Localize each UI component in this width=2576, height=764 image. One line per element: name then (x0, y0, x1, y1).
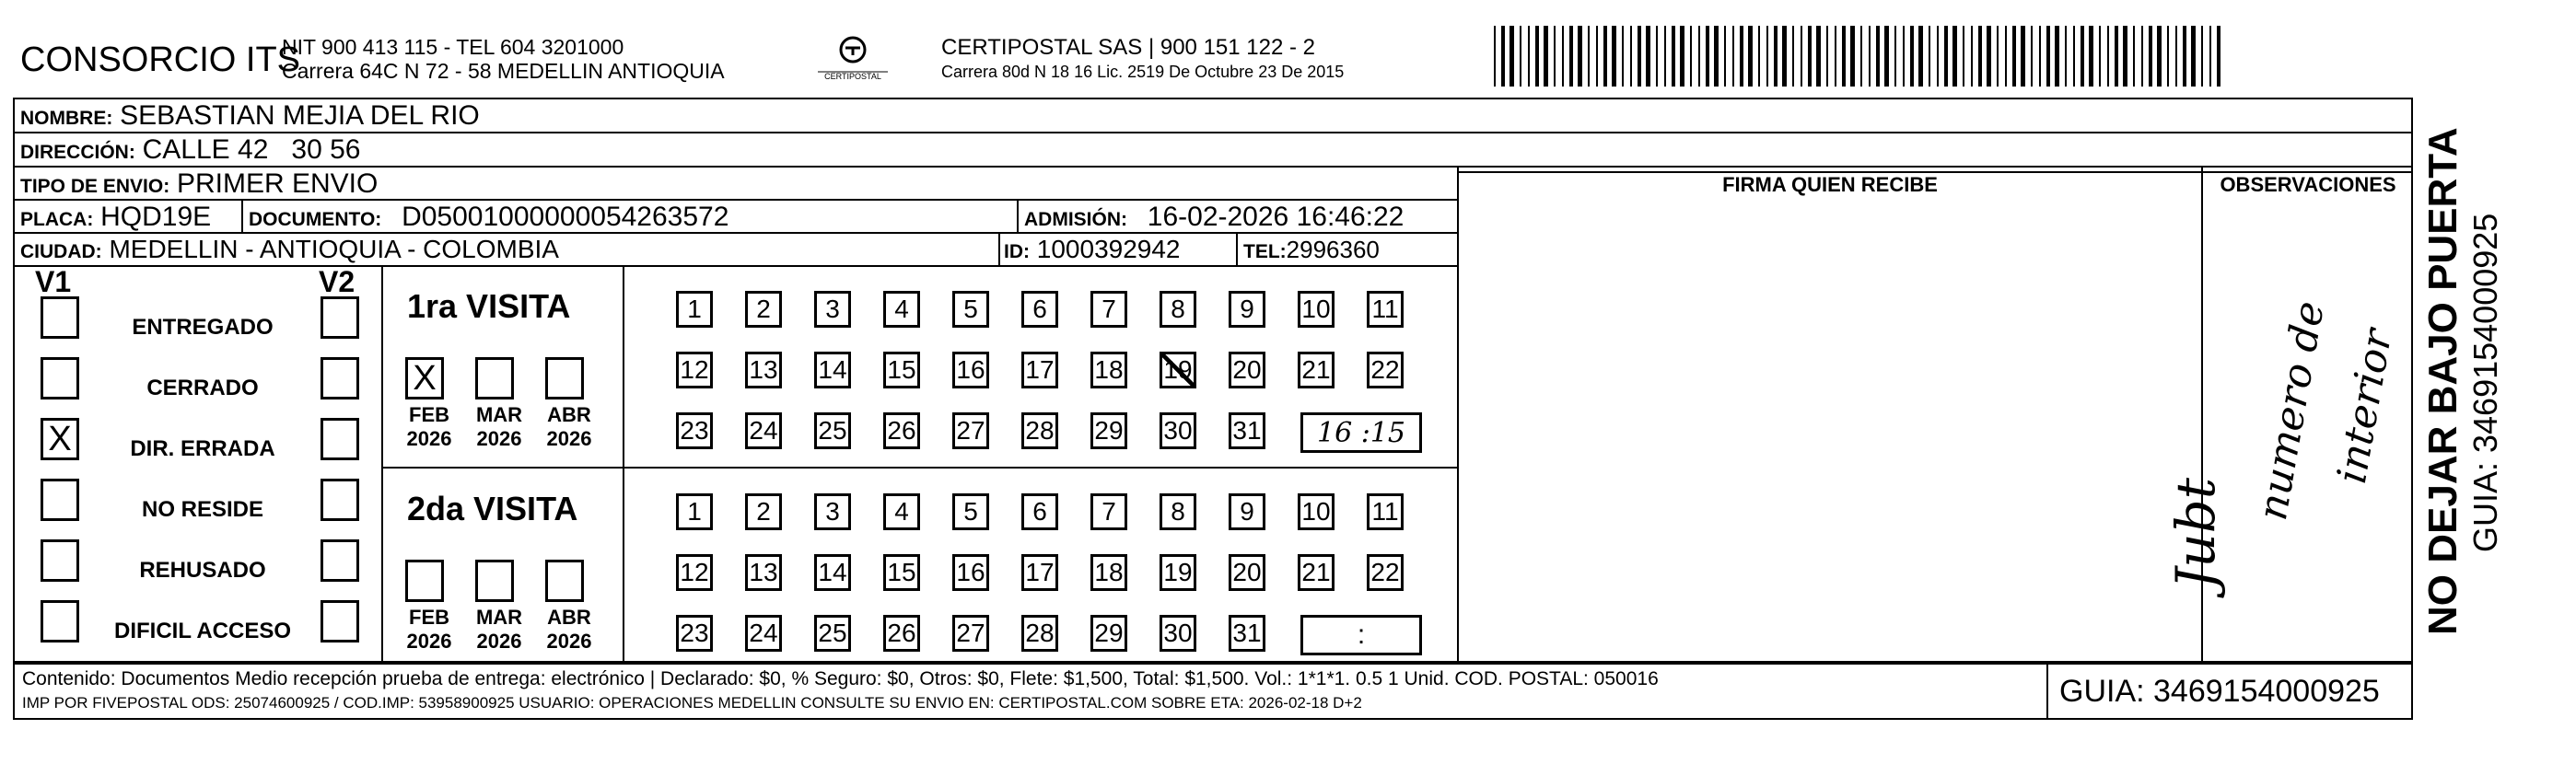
month-label (402, 403, 457, 451)
day-box[interactable]: 3 (814, 291, 851, 328)
day-box[interactable]: 4 (883, 291, 920, 328)
day-box[interactable]: 12 (676, 352, 713, 388)
status-label: NO RESIDE (141, 497, 264, 522)
day-box[interactable]: 1 (676, 493, 713, 530)
day-box[interactable]: 28 (1021, 615, 1058, 652)
visit-time[interactable]: 16 :15 (1300, 412, 1422, 453)
day-box[interactable]: 20 (1229, 352, 1265, 388)
handwritten-signature: Jubt (2164, 477, 2227, 589)
ciudad-row: CIUDAD: MEDELLIN - ANTIOQUIA - COLOMBIA (20, 235, 559, 263)
day-box[interactable]: 16 (952, 554, 989, 591)
month-checkbox[interactable]: X (405, 357, 444, 399)
documento-row: DOCUMENTO: D05001000000054263572 (249, 202, 729, 232)
firma-label: FIRMA QUIEN RECIBE (1722, 173, 1938, 196)
admision-value: 16-02-2026 16:46:22 (1147, 202, 1405, 232)
day-box[interactable]: 8 (1160, 493, 1196, 530)
day-box[interactable]: 22 (1367, 352, 1404, 388)
day-box[interactable]: 11 (1367, 493, 1404, 530)
day-box[interactable]: 17 (1021, 554, 1058, 591)
status-label: DIR. ERRADA (130, 436, 275, 461)
day-box[interactable]: 19 (1160, 352, 1196, 388)
day-box[interactable]: 3 (814, 493, 851, 530)
tel-value: 2996360 (1286, 236, 1380, 263)
id-value: 1000392942 (1036, 235, 1181, 263)
status-label: ENTREGADO (132, 315, 274, 340)
tipo-value: PRIMER ENVIO (176, 168, 379, 199)
month-year: 2026 (406, 630, 452, 653)
nombre-row: NOMBRE: SEBASTIAN MEJIA DEL RIO (20, 100, 480, 131)
id-row: ID: 1000392942 (1004, 235, 1181, 263)
footer-line-2: IMP POR FIVEPOSTAL ODS: 25074600925 / COD.IMP: 53958900925 USUARIO: OPERACIONES MEDELLIN CONSULTE SU ENVIO EN: CERTIPOSTAL.COM SOBRE ETA: 2026-02-18 D+2 (22, 694, 1362, 712)
status-v1-checkbox[interactable] (41, 296, 79, 339)
visit-title: 1ra VISITA (407, 287, 571, 325)
month-name: ABR (547, 606, 591, 629)
status-v2-checkbox[interactable] (321, 539, 359, 582)
day-box[interactable]: 7 (1090, 291, 1127, 328)
day-box[interactable]: 15 (883, 352, 920, 388)
direccion-row: DIRECCIÓN: CALLE 42 30 56 (20, 134, 361, 165)
month-checkbox[interactable] (475, 357, 514, 399)
day-box[interactable]: 23 (676, 615, 713, 652)
month-label (402, 606, 457, 654)
month-name: ABR (547, 403, 591, 426)
month-label (542, 606, 597, 654)
footer-guia: GUIA: 3469154000925 (2059, 674, 2380, 709)
company-address: Carrera 64C N 72 - 58 MEDELLIN ANTIOQUIA (282, 59, 725, 83)
status-v1-checkbox[interactable] (41, 479, 79, 521)
footer-line-1: Contenido: Documentos Medio recepción prueba de entrega: electrónico | Declarado: $0, % Seguro: $0, Otros: $0, Flete: $1,500, Total: $1,500. Vol.: 1*1*1. 0.5 1 Unid. COD. POSTAL: 050016 (22, 668, 1659, 689)
month-checkbox[interactable] (405, 560, 444, 602)
day-box[interactable]: 14 (814, 352, 851, 388)
month-checkbox[interactable] (545, 560, 584, 602)
day-box[interactable]: 20 (1229, 554, 1265, 591)
month-year: 2026 (546, 630, 592, 653)
postal-address: Carrera 80d N 18 16 Lic. 2519 De Octubre 23 De 2015 (941, 63, 1345, 81)
ciudad-value: MEDELLIN - ANTIOQUIA - COLOMBIA (109, 235, 559, 263)
placa-value: HQD19E (100, 202, 212, 232)
month-name: FEB (409, 606, 449, 629)
day-box[interactable]: 9 (1229, 493, 1265, 530)
certipostal-logo: CERTIPOSTAL (810, 35, 895, 87)
day-box[interactable]: 21 (1298, 554, 1335, 591)
day-box[interactable]: 29 (1090, 615, 1127, 652)
day-box[interactable]: 4 (883, 493, 920, 530)
placa-row: PLACA: HQD19E (20, 202, 212, 232)
day-box[interactable]: 15 (883, 554, 920, 591)
day-box[interactable]: 31 (1229, 615, 1265, 652)
day-box[interactable]: 27 (952, 615, 989, 652)
day-box[interactable]: 30 (1160, 412, 1196, 449)
day-box[interactable]: 6 (1021, 291, 1058, 328)
company-name: CONSORCIO ITS (20, 41, 301, 79)
status-v2-checkbox[interactable] (321, 357, 359, 399)
day-box[interactable]: 25 (814, 615, 851, 652)
day-box[interactable]: 18 (1090, 352, 1127, 388)
month-year: 2026 (546, 427, 592, 450)
day-box[interactable]: 8 (1160, 291, 1196, 328)
v2-label: V2 (319, 265, 356, 298)
day-box[interactable]: 13 (745, 554, 782, 591)
day-box[interactable]: 6 (1021, 493, 1058, 530)
tel-row: TEL:2996360 (1243, 236, 1380, 263)
side-title: NO DEJAR BAJO PUERTA (2420, 127, 2465, 635)
visit-title: 2da VISITA (407, 490, 578, 527)
visit-time[interactable]: : (1300, 615, 1422, 655)
month-label (472, 403, 527, 451)
day-box[interactable]: 5 (952, 493, 989, 530)
status-v2-checkbox[interactable] (321, 479, 359, 521)
day-box[interactable]: 21 (1298, 352, 1335, 388)
day-box[interactable]: 13 (745, 352, 782, 388)
documento-value: D05001000000054263572 (402, 202, 729, 232)
month-year: 2026 (476, 427, 522, 450)
postal-company: CERTIPOSTAL SAS | 900 151 122 - 2 (941, 35, 1315, 60)
day-box[interactable]: 26 (883, 615, 920, 652)
status-v1-checkbox[interactable]: X (41, 418, 79, 460)
day-box[interactable]: 30 (1160, 615, 1196, 652)
day-box[interactable]: 2 (745, 493, 782, 530)
barcode (1494, 26, 2229, 87)
month-label (542, 403, 597, 451)
day-box[interactable]: 27 (952, 412, 989, 449)
day-box[interactable]: 26 (883, 412, 920, 449)
day-box[interactable]: 25 (814, 412, 851, 449)
handwritten-observation-1: numero de (2249, 297, 2334, 524)
status-v2-checkbox[interactable] (321, 418, 359, 460)
day-box[interactable]: 14 (814, 554, 851, 591)
day-box[interactable]: 24 (745, 615, 782, 652)
status-v2-checkbox[interactable] (321, 600, 359, 642)
status-v1-checkbox[interactable] (41, 539, 79, 582)
status-v1-checkbox[interactable] (41, 600, 79, 642)
observaciones-label: OBSERVACIONES (2220, 173, 2396, 196)
day-box[interactable]: 10 (1298, 291, 1335, 328)
month-checkbox[interactable] (475, 560, 514, 602)
day-box[interactable]: 7 (1090, 493, 1127, 530)
day-box[interactable]: 29 (1090, 412, 1127, 449)
direccion-value: CALLE 42 30 56 (142, 134, 361, 165)
day-box[interactable]: 12 (676, 554, 713, 591)
day-box[interactable]: 1 (676, 291, 713, 328)
nombre-value: SEBASTIAN MEJIA DEL RIO (120, 100, 480, 131)
month-name: FEB (409, 403, 449, 426)
month-checkbox[interactable] (545, 357, 584, 399)
status-label: CERRADO (146, 376, 259, 400)
month-label (472, 606, 527, 654)
tipo-row: TIPO DE ENVIO: PRIMER ENVIO (20, 168, 379, 199)
status-v1-checkbox[interactable] (41, 357, 79, 399)
status-label: REHUSADO (139, 558, 266, 583)
day-box[interactable]: 18 (1090, 554, 1127, 591)
day-box[interactable]: 31 (1229, 412, 1265, 449)
day-box[interactable]: 17 (1021, 352, 1058, 388)
day-box[interactable]: 19 (1160, 554, 1196, 591)
month-year: 2026 (406, 427, 452, 450)
day-box[interactable]: 24 (745, 412, 782, 449)
day-box[interactable]: 9 (1229, 291, 1265, 328)
day-box[interactable]: 28 (1021, 412, 1058, 449)
day-box[interactable]: 22 (1367, 554, 1404, 591)
day-box[interactable]: 16 (952, 352, 989, 388)
visits-area (381, 265, 1457, 663)
day-box[interactable]: 2 (745, 291, 782, 328)
day-box[interactable]: 10 (1298, 493, 1335, 530)
month-name: MAR (475, 606, 523, 629)
side-guia: GUIA: 3469154000925 (2466, 213, 2504, 552)
admision-row: ADMISIÓN: 16-02-2026 16:46:22 (1024, 202, 1405, 232)
status-v2-checkbox[interactable] (321, 296, 359, 339)
v1-label: V1 (35, 265, 72, 298)
month-year: 2026 (476, 630, 522, 653)
handwritten-observation-2: interior (2328, 325, 2402, 487)
status-list (20, 296, 389, 665)
day-box[interactable]: 11 (1367, 291, 1404, 328)
day-box[interactable]: 5 (952, 291, 989, 328)
month-name: MAR (475, 403, 523, 426)
company-nit: NIT 900 413 115 - TEL 604 3201000 (282, 35, 624, 59)
status-label: DIFICIL ACCESO (113, 619, 291, 643)
day-box[interactable]: 23 (676, 412, 713, 449)
